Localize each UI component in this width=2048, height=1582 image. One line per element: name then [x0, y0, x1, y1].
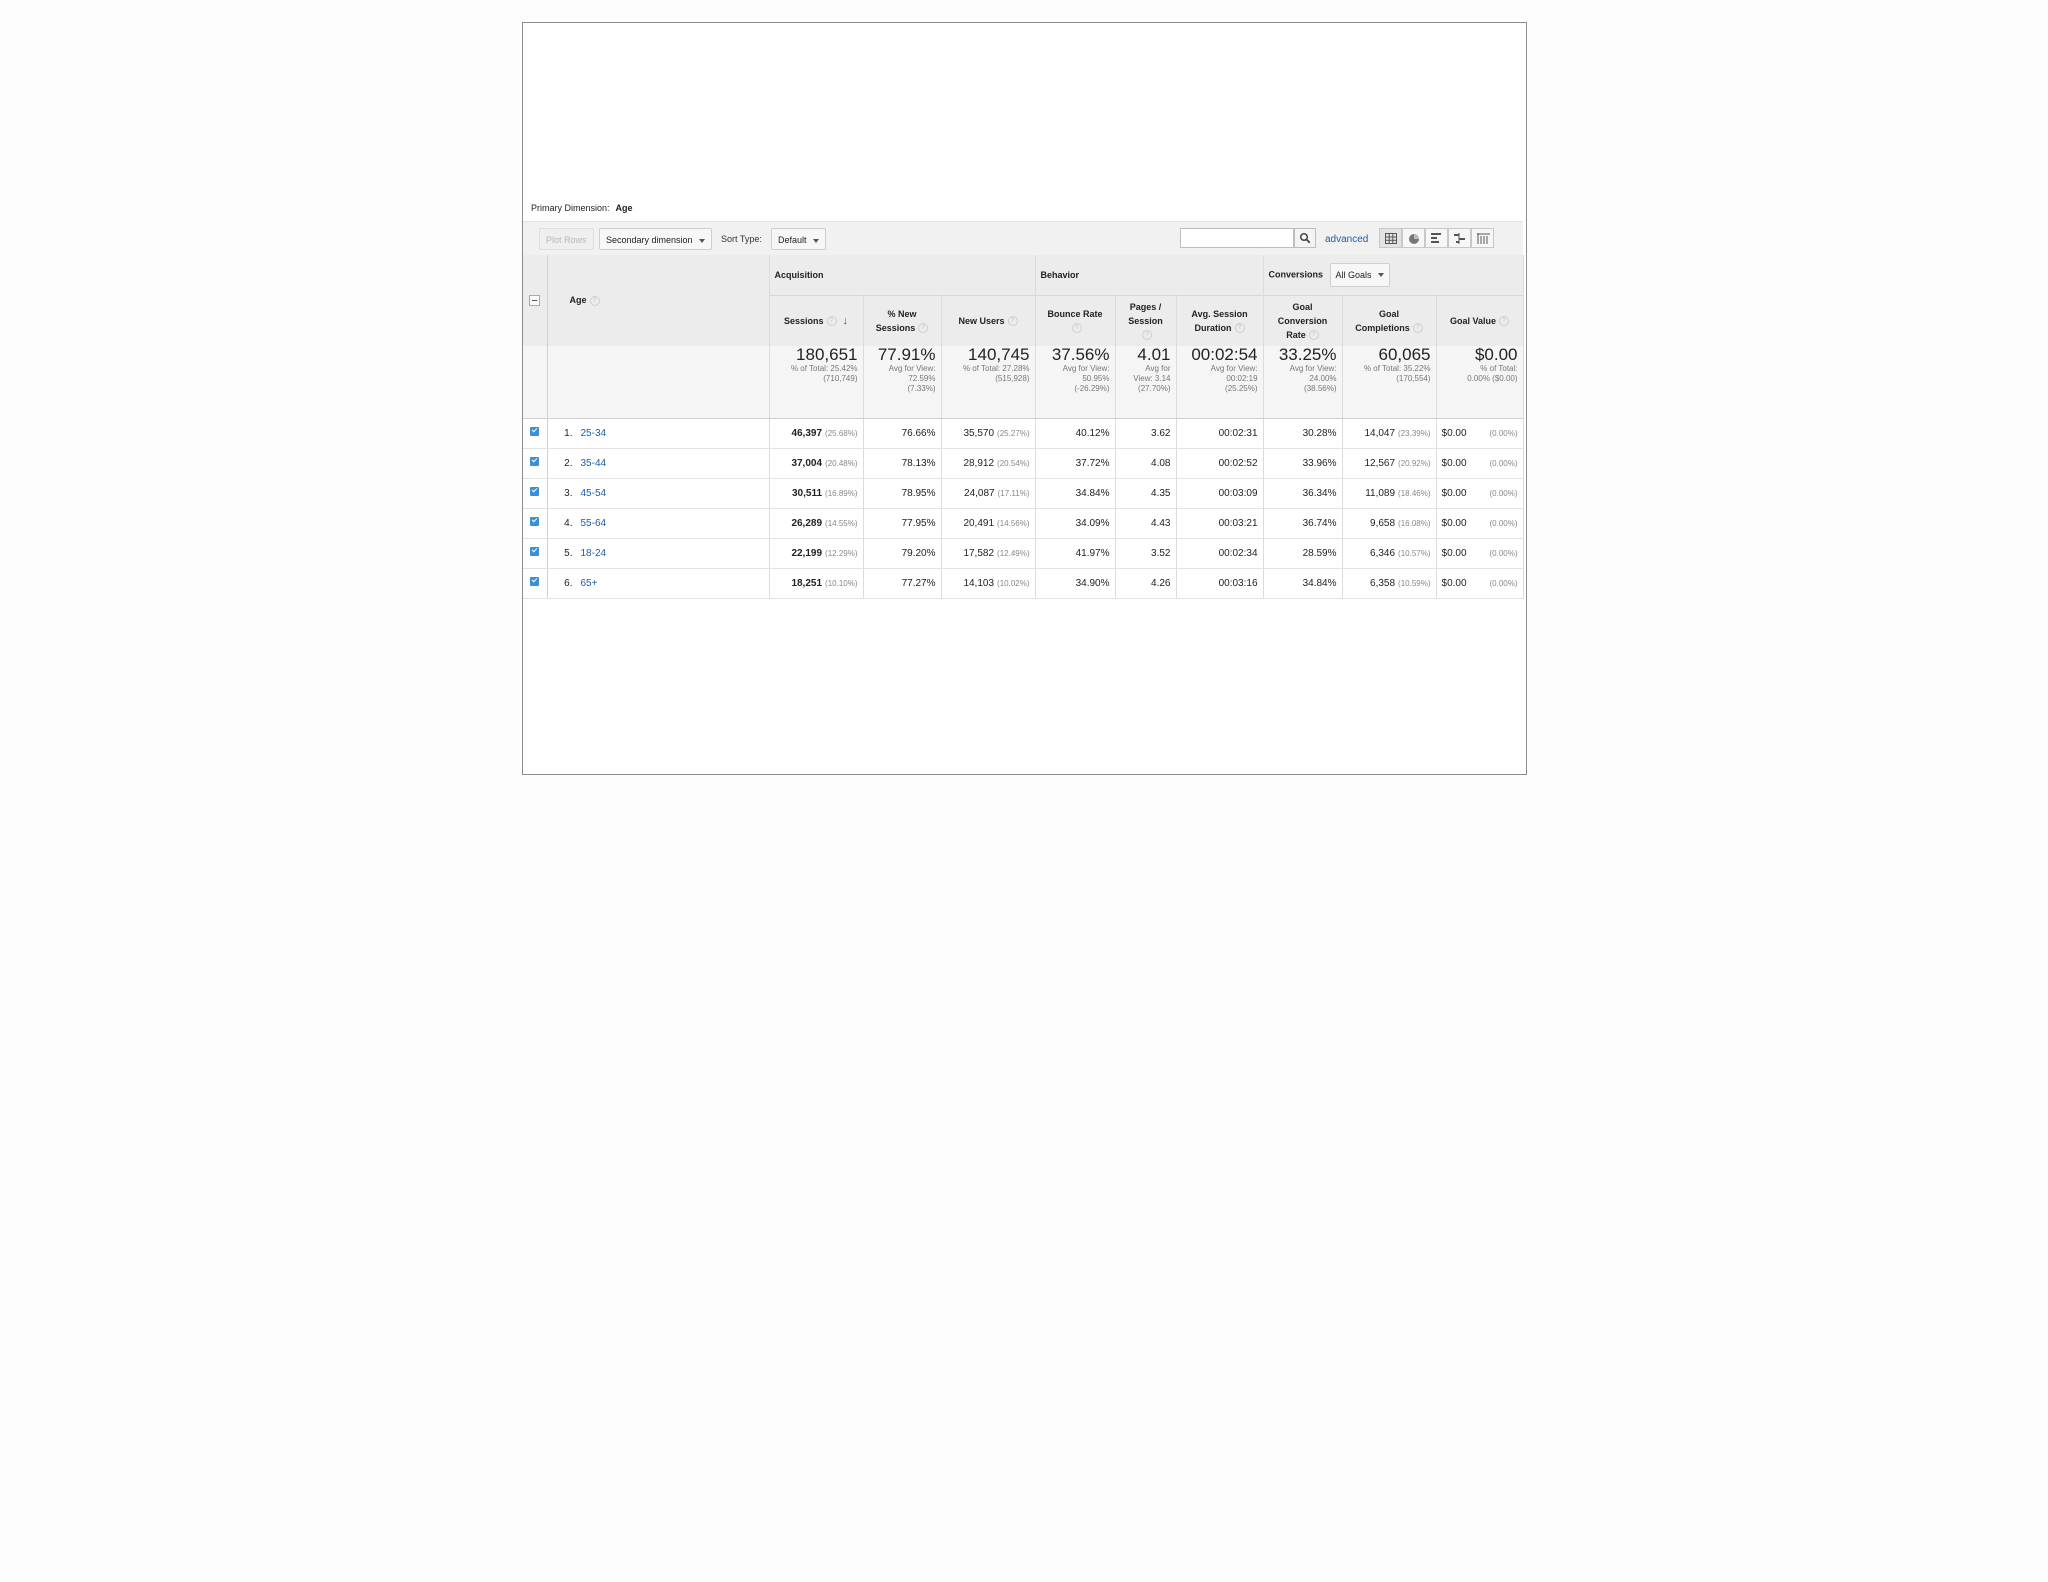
goal-value: $0.00: [1441, 427, 1467, 439]
help-icon[interactable]: ?: [1072, 323, 1082, 333]
help-icon[interactable]: ?: [827, 316, 837, 326]
sessions-percent: (20.48%): [825, 458, 858, 468]
completions-header-line2: Completions: [1355, 322, 1410, 333]
new-users-value: 20,491: [963, 517, 995, 529]
goal-value-column-header[interactable]: [1436, 295, 1523, 346]
goal-value-cell: [1436, 448, 1523, 478]
goal-value-cell: [1436, 538, 1523, 568]
goal-value: $0.00: [1441, 547, 1467, 559]
completions-value: 14,047: [1364, 427, 1396, 439]
secondary-dimension-label: Secondary dimension: [606, 235, 693, 245]
totals-bounce-rate: [1035, 346, 1115, 418]
avg-duration-cell: 00:03:21: [1176, 508, 1263, 538]
goal-value-percent: (0.00%): [1489, 458, 1518, 468]
bounce-rate-cell: 34.84%: [1035, 478, 1115, 508]
completions-percent: (10.57%): [1398, 548, 1431, 558]
row-checkbox-cell: [523, 448, 547, 478]
total-sub: Avg for View:: [888, 364, 936, 373]
row-number: 6.: [564, 577, 573, 589]
pages-session-column-header[interactable]: [1115, 295, 1176, 346]
sessions-percent: (12.29%): [825, 548, 858, 558]
pages-session-cell: 4.26: [1115, 568, 1176, 598]
search-button[interactable]: [1294, 228, 1316, 248]
goal-value-percent: (0.00%): [1489, 578, 1518, 588]
help-icon[interactable]: ?: [1309, 330, 1319, 340]
all-goals-label: All Goals: [1335, 269, 1372, 280]
new-users-percent: (12.49%): [997, 548, 1030, 558]
acquisition-group-header: Acquisition: [769, 255, 1035, 295]
avg-duration-cell: 00:02:34: [1176, 538, 1263, 568]
row-checkbox[interactable]: [530, 487, 539, 496]
totals-goal-value: [1436, 346, 1523, 418]
total-sub: (515,928): [995, 374, 1030, 383]
help-icon[interactable]: ?: [1235, 323, 1245, 333]
total-sub: % of Total:: [1480, 364, 1518, 373]
table-view-icon: [1385, 233, 1397, 244]
pages-header-line1: Pages /: [1129, 301, 1162, 312]
search-icon: [1299, 232, 1311, 244]
sessions-value: 37,004: [791, 457, 823, 469]
new-users-column-header[interactable]: [941, 295, 1035, 346]
completions-percent: (18.46%): [1398, 488, 1431, 498]
totals-row: [523, 346, 1523, 418]
help-icon[interactable]: ?: [1499, 316, 1509, 326]
new-sessions-cell: 78.13%: [863, 448, 941, 478]
completions-value: 12,567: [1364, 457, 1396, 469]
goal-conversion-rate-cell: 36.74%: [1263, 508, 1342, 538]
table-row: [523, 478, 1523, 508]
help-icon[interactable]: ?: [1008, 316, 1018, 326]
help-icon[interactable]: ?: [918, 323, 928, 333]
chevron-down-icon: [813, 239, 819, 243]
goal-completions-cell: [1342, 418, 1436, 448]
total-value: 180,651: [796, 345, 858, 364]
behavior-group-header: Behavior: [1035, 255, 1263, 295]
sessions-percent: (14.55%): [825, 518, 858, 528]
new-users-value: 14,103: [963, 577, 995, 589]
goal-completions-cell: [1342, 478, 1436, 508]
total-sub: (170,554): [1396, 374, 1431, 383]
data-rows: [523, 418, 1523, 598]
avg-duration-cell: 00:02:52: [1176, 448, 1263, 478]
new-sessions-cell: 79.20%: [863, 538, 941, 568]
total-sub: 0.00% ($0.00): [1467, 374, 1518, 383]
age-link[interactable]: 18-24: [580, 547, 607, 559]
table-row: [523, 418, 1523, 448]
conversions-group-header: [1263, 255, 1523, 295]
new-users-percent: (10.02%): [997, 578, 1030, 588]
goal-completions-cell: [1342, 448, 1436, 478]
pages-session-cell: 3.52: [1115, 538, 1176, 568]
gcr-header-line1: Goal: [1292, 301, 1313, 312]
total-value: 33.25%: [1278, 345, 1337, 364]
goal-value-cell: [1436, 508, 1523, 538]
total-sub: (-26.29%): [1074, 384, 1110, 393]
pie-view-icon: [1408, 233, 1420, 245]
new-sessions-cell: 77.27%: [863, 568, 941, 598]
completions-value: 6,358: [1370, 577, 1396, 589]
age-cell: [547, 478, 769, 508]
advanced-filter-link[interactable]: advanced: [1325, 234, 1369, 245]
row-checkbox-cell: [523, 478, 547, 508]
completions-percent: (10.59%): [1398, 578, 1431, 588]
comparison-view-icon: [1454, 233, 1466, 244]
completions-percent: (16.08%): [1398, 518, 1431, 528]
sessions-value: 18,251: [791, 577, 823, 589]
duration-header-line2: Duration: [1194, 322, 1232, 333]
total-sub: % of Total: 25.42%: [790, 364, 858, 373]
sessions-percent: (25.68%): [825, 428, 858, 438]
goal-conversion-rate-cell: 28.59%: [1263, 538, 1342, 568]
sessions-percent: (16.89%): [825, 488, 858, 498]
age-cell: [547, 418, 769, 448]
new-sessions-cell: 77.95%: [863, 508, 941, 538]
goal-completions-cell: [1342, 568, 1436, 598]
completions-value: 6,346: [1370, 547, 1396, 559]
chevron-down-icon: [699, 239, 705, 243]
row-checkbox-cell: [523, 508, 547, 538]
new-sessions-header-line1: % New: [887, 308, 917, 319]
sessions-cell: [769, 508, 863, 538]
total-sub: (710,749): [823, 374, 858, 383]
goal-value-cell: [1436, 478, 1523, 508]
goal-value-cell: [1436, 568, 1523, 598]
totals-avg-duration: [1176, 346, 1263, 418]
total-sub: Avg for View:: [1062, 364, 1110, 373]
age-column-header[interactable]: [547, 255, 769, 346]
new-users-cell: [941, 448, 1035, 478]
pages-session-cell: 4.08: [1115, 448, 1176, 478]
sessions-cell: [769, 418, 863, 448]
new-users-cell: [941, 418, 1035, 448]
total-sub: Avg for: [1145, 364, 1171, 373]
sessions-value: 46,397: [791, 427, 823, 439]
primary-dimension: [531, 203, 633, 213]
collapse-all-cell: [523, 255, 547, 346]
total-sub: (27.70%): [1138, 384, 1171, 393]
chevron-down-icon: [1378, 273, 1384, 277]
goal-value-percent: (0.00%): [1489, 488, 1518, 498]
totals-new-sessions: [863, 346, 941, 418]
age-link[interactable]: 25-34: [580, 427, 607, 439]
goal-completions-cell: [1342, 538, 1436, 568]
age-link[interactable]: 35-44: [580, 457, 607, 469]
age-cell: [547, 568, 769, 598]
row-number: 5.: [564, 547, 573, 559]
goal-conversion-rate-cell: 33.96%: [1263, 448, 1342, 478]
row-checkbox[interactable]: [530, 427, 539, 436]
performance-view-button[interactable]: [1425, 228, 1448, 248]
totals-label-cell: [547, 346, 769, 418]
bounce-rate-cell: 34.09%: [1035, 508, 1115, 538]
table-row: [523, 448, 1523, 478]
sessions-value: 26,289: [791, 517, 823, 529]
comparison-view-button[interactable]: [1448, 228, 1471, 248]
total-sub: View: 3.14: [1133, 374, 1171, 383]
totals-goal-conversion-rate: [1263, 346, 1342, 418]
new-users-percent: (14.56%): [997, 518, 1030, 528]
completions-percent: (23.39%): [1398, 428, 1431, 438]
total-value: 140,745: [968, 345, 1030, 364]
avg-duration-cell: 00:02:31: [1176, 418, 1263, 448]
bounce-rate-cell: 34.90%: [1035, 568, 1115, 598]
avg-duration-cell: 00:03:16: [1176, 568, 1263, 598]
bounce-rate-cell: 41.97%: [1035, 538, 1115, 568]
secondary-dimension-dropdown[interactable]: [599, 228, 712, 250]
goal-value: $0.00: [1441, 577, 1467, 589]
total-value: $0.00: [1474, 345, 1518, 364]
sort-type-dropdown[interactable]: [771, 228, 826, 250]
new-users-cell: [941, 568, 1035, 598]
gcr-header-line2: Conversion: [1277, 315, 1328, 326]
help-icon[interactable]: ?: [1142, 330, 1152, 340]
new-users-value: 17,582: [963, 547, 995, 559]
minus-icon[interactable]: [529, 295, 540, 306]
goal-completions-cell: [1342, 508, 1436, 538]
avg-session-duration-column-header[interactable]: [1176, 295, 1263, 346]
row-checkbox[interactable]: [530, 457, 539, 466]
new-users-percent: (20.54%): [997, 458, 1030, 468]
completions-value: 9,658: [1370, 517, 1396, 529]
row-checkbox[interactable]: [530, 547, 539, 556]
bounce-rate-header-label: Bounce Rate: [1047, 308, 1103, 319]
totals-pages-session: [1115, 346, 1176, 418]
totals-blank-cell: [523, 346, 547, 418]
row-checkbox[interactable]: [530, 517, 539, 526]
goal-value-percent: (0.00%): [1489, 548, 1518, 558]
total-value: 4.01: [1137, 345, 1171, 364]
avg-duration-cell: 00:03:09: [1176, 478, 1263, 508]
new-users-value: 35,570: [963, 427, 995, 439]
goal-value-cell: [1436, 418, 1523, 448]
new-users-cell: [941, 538, 1035, 568]
total-value: 60,065: [1378, 345, 1431, 364]
report-frame: [522, 22, 1527, 775]
new-users-percent: (25.27%): [997, 428, 1030, 438]
row-checkbox[interactable]: [530, 577, 539, 586]
age-cell: [547, 508, 769, 538]
row-number: 1.: [564, 427, 573, 439]
sessions-cell: [769, 478, 863, 508]
pages-session-cell: 4.43: [1115, 508, 1176, 538]
bounce-rate-cell: 40.12%: [1035, 418, 1115, 448]
row-number: 3.: [564, 487, 573, 499]
sort-type-label: Sort Type:: [721, 234, 762, 244]
table-view-button[interactable]: [1379, 228, 1402, 248]
bounce-rate-cell: 37.72%: [1035, 448, 1115, 478]
new-users-cell: [941, 508, 1035, 538]
goal-conversion-rate-cell: 30.28%: [1263, 418, 1342, 448]
total-sub: 50.95%: [1082, 374, 1110, 383]
sort-type-value: Default: [778, 235, 807, 245]
completions-value: 11,089: [1365, 487, 1396, 499]
sessions-percent: (10.10%): [825, 578, 858, 588]
pages-header-line2: Session: [1128, 315, 1163, 326]
duration-header-line1: Avg. Session: [1191, 308, 1248, 319]
row-number: 4.: [564, 517, 573, 529]
goal-conversion-rate-column-header[interactable]: [1263, 295, 1342, 346]
sessions-cell: [769, 538, 863, 568]
total-sub: (38.56%): [1304, 384, 1337, 393]
sessions-cell: [769, 448, 863, 478]
all-goals-dropdown[interactable]: [1330, 263, 1390, 287]
pivot-view-icon: [1477, 233, 1490, 244]
data-table: [523, 255, 1524, 599]
pages-session-cell: 3.62: [1115, 418, 1176, 448]
total-value: 00:02:54: [1191, 345, 1258, 364]
gcr-header-line3: Rate: [1286, 329, 1306, 340]
new-users-value: 24,087: [964, 487, 995, 499]
new-users-percent: (17.11%): [997, 488, 1030, 498]
age-link[interactable]: 45-54: [580, 487, 607, 499]
new-users-value: 28,912: [963, 457, 995, 469]
table-row: [523, 538, 1523, 568]
totals-new-users: [941, 346, 1035, 418]
plot-rows-button[interactable]: Plot Rows: [539, 228, 594, 250]
conversions-label: Conversions: [1268, 269, 1324, 280]
sessions-value: 22,199: [791, 547, 823, 559]
help-icon[interactable]: ?: [1413, 323, 1423, 333]
primary-dimension-value[interactable]: Age: [615, 203, 633, 213]
sessions-cell: [769, 568, 863, 598]
primary-dimension-label: Primary Dimension:: [531, 203, 610, 213]
row-checkbox-cell: [523, 538, 547, 568]
totals-sessions: [769, 346, 863, 418]
goal-value: $0.00: [1441, 517, 1467, 529]
new-sessions-cell: 78.95%: [863, 478, 941, 508]
total-sub: (7.33%): [907, 384, 936, 393]
new-users-header-label: New Users: [958, 315, 1005, 326]
table-toolbar: [523, 221, 1523, 256]
search-input[interactable]: [1180, 228, 1294, 248]
total-sub: % of Total: 27.28%: [962, 364, 1030, 373]
pages-session-cell: 4.35: [1115, 478, 1176, 508]
pivot-view-button[interactable]: [1471, 228, 1494, 248]
goal-value-header-label: Goal Value: [1450, 315, 1497, 326]
total-sub: 24.00%: [1309, 374, 1337, 383]
age-link[interactable]: 55-64: [580, 517, 607, 529]
total-sub: Avg for View:: [1289, 364, 1337, 373]
new-sessions-column-header[interactable]: [863, 295, 941, 346]
goal-completions-column-header[interactable]: [1342, 295, 1436, 346]
age-cell: [547, 538, 769, 568]
row-checkbox-cell: [523, 568, 547, 598]
goal-value-percent: (0.00%): [1489, 518, 1518, 528]
sessions-column-header[interactable]: [769, 295, 863, 346]
completions-percent: (20.92%): [1398, 458, 1431, 468]
completions-header-line1: Goal: [1379, 308, 1400, 319]
row-number: 2.: [564, 457, 573, 469]
total-sub: % of Total: 35.22%: [1363, 364, 1431, 373]
total-sub: (25.25%): [1225, 384, 1258, 393]
sort-descending-icon[interactable]: ↓: [842, 314, 849, 327]
age-header-label: Age: [569, 295, 587, 306]
new-sessions-cell: 76.66%: [863, 418, 941, 448]
table-row: [523, 568, 1523, 598]
pie-view-button[interactable]: [1402, 228, 1425, 248]
help-icon[interactable]: ?: [590, 296, 600, 306]
goal-value-percent: (0.00%): [1489, 428, 1518, 438]
total-sub: Avg for View:: [1210, 364, 1258, 373]
sessions-header-label: Sessions: [783, 315, 824, 326]
total-sub: 72.59%: [908, 374, 936, 383]
row-checkbox-cell: [523, 418, 547, 448]
totals-goal-completions: [1342, 346, 1436, 418]
total-sub: 00:02:19: [1226, 374, 1258, 383]
total-value: 37.56%: [1051, 345, 1110, 364]
performance-view-icon: [1431, 233, 1443, 244]
table-row: [523, 508, 1523, 538]
goal-conversion-rate-cell: 36.34%: [1263, 478, 1342, 508]
sessions-value: 30,511: [791, 487, 823, 499]
goal-conversion-rate-cell: 34.84%: [1263, 568, 1342, 598]
new-sessions-header-line2: Sessions: [875, 322, 916, 333]
goal-value: $0.00: [1441, 487, 1467, 499]
age-cell: [547, 448, 769, 478]
goal-value: $0.00: [1441, 457, 1467, 469]
new-users-cell: [941, 478, 1035, 508]
age-link[interactable]: 65+: [580, 577, 598, 589]
bounce-rate-column-header[interactable]: [1035, 295, 1115, 346]
total-value: 77.91%: [877, 345, 936, 364]
